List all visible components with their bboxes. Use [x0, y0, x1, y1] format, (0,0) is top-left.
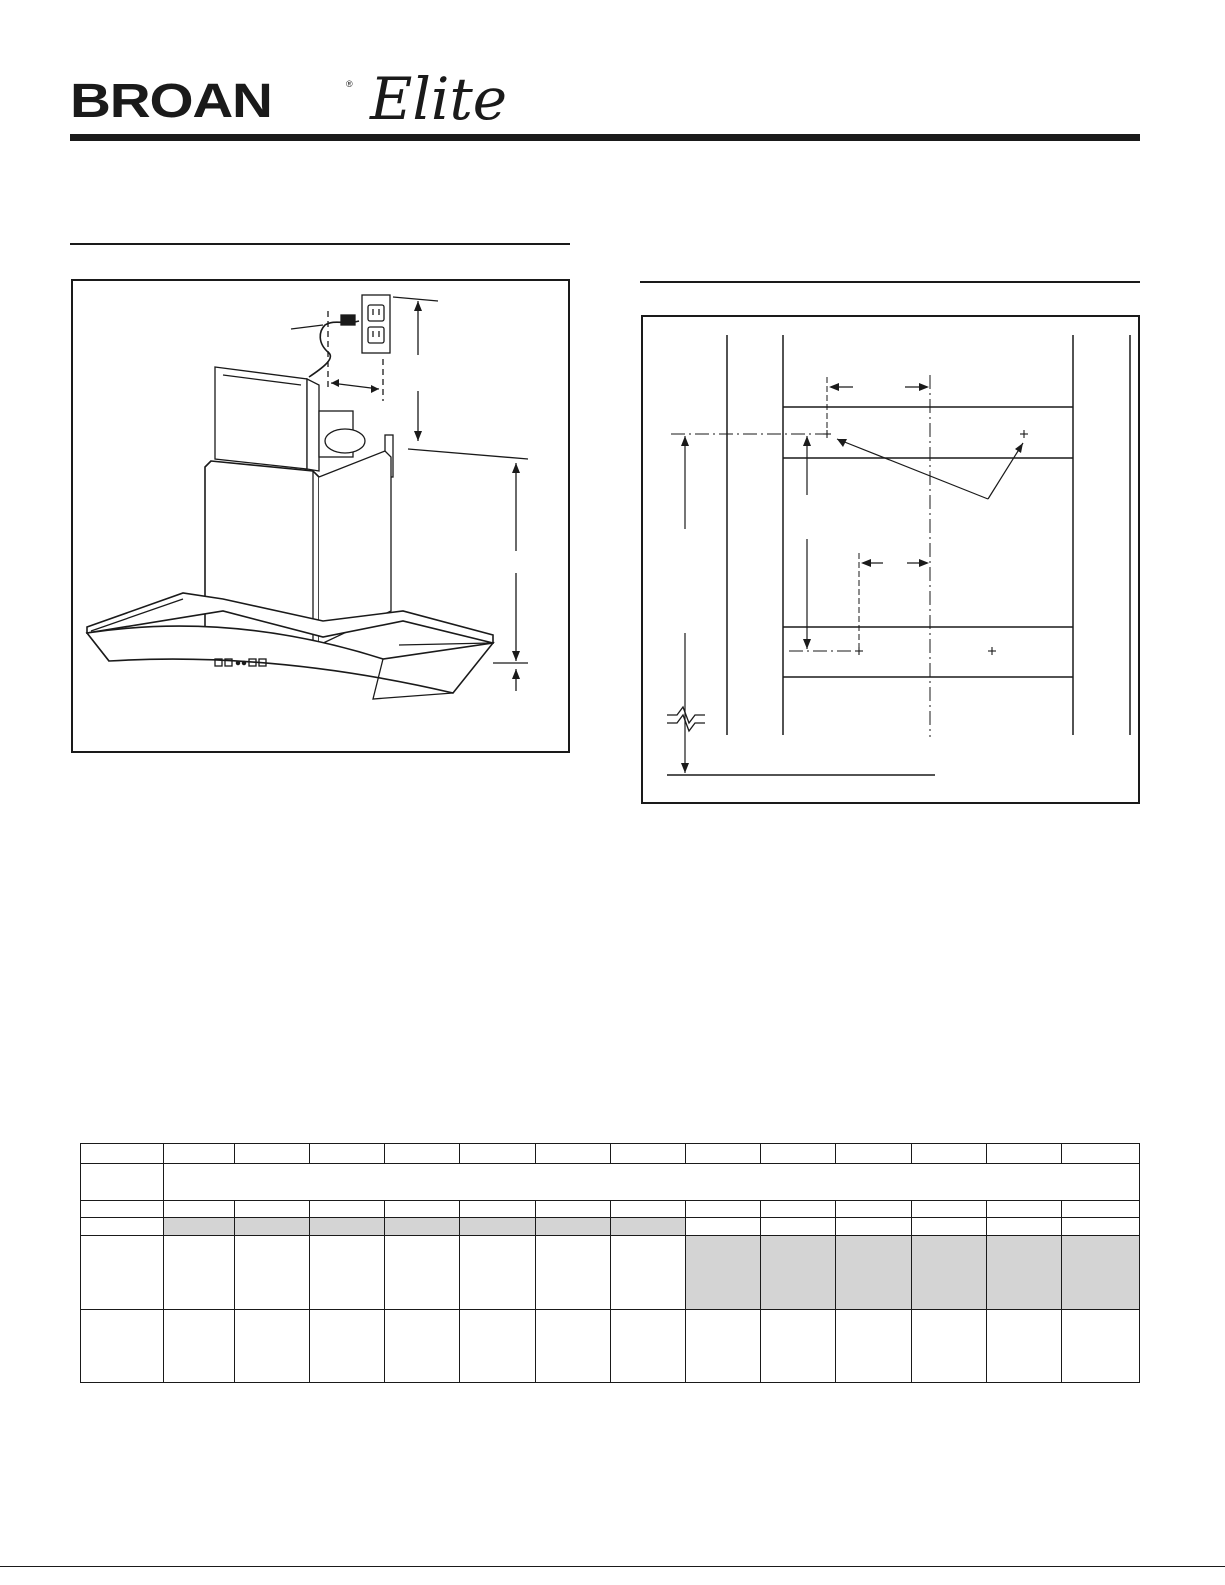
- table-row: [81, 1144, 1140, 1164]
- table-cell: [460, 1144, 536, 1164]
- header-rule: [70, 134, 1140, 141]
- table-cell: [761, 1309, 836, 1382]
- wall-stud-mounting-layout-icon: [643, 317, 1138, 802]
- table-cell: [761, 1201, 836, 1218]
- table-cell: [81, 1201, 164, 1218]
- table-cell-shaded: [686, 1236, 761, 1309]
- table-cell: [235, 1309, 310, 1382]
- table-cell: [611, 1201, 686, 1218]
- table-cell: [912, 1309, 987, 1382]
- table-cell: [987, 1218, 1062, 1236]
- table-cell: [385, 1236, 460, 1309]
- table-cell: [1062, 1218, 1140, 1236]
- table-cell: [81, 1218, 164, 1236]
- table-cell-shaded: [836, 1236, 912, 1309]
- table-cell-shaded: [164, 1218, 235, 1236]
- table-cell: [385, 1309, 460, 1382]
- table-cell: [912, 1144, 987, 1164]
- table-row: [81, 1218, 1140, 1236]
- table-cell: [235, 1144, 310, 1164]
- table-cell: [164, 1201, 235, 1218]
- table-cell: [164, 1236, 235, 1309]
- table-cell-shaded: [761, 1236, 836, 1309]
- table-cell: [460, 1201, 536, 1218]
- product-line-script: Elite: [370, 65, 508, 133]
- table-cell: [81, 1144, 164, 1164]
- table-cell: [686, 1309, 761, 1382]
- table-cell: [761, 1218, 836, 1236]
- table-cell: [460, 1236, 536, 1309]
- table-cell-shaded: [235, 1218, 310, 1236]
- table-cell: [836, 1218, 912, 1236]
- registered-mark: ®: [346, 79, 353, 89]
- table-cell-shaded: [611, 1218, 686, 1236]
- table-row: [81, 1201, 1140, 1218]
- table-cell-shaded: [1062, 1236, 1140, 1309]
- table-cell-shaded: [460, 1218, 536, 1236]
- table-row: [81, 1164, 1140, 1201]
- table-cell: [1062, 1309, 1140, 1382]
- table-cell: [836, 1201, 912, 1218]
- table-row: [81, 1236, 1140, 1309]
- table-cell: [536, 1309, 611, 1382]
- table-cell: [836, 1144, 912, 1164]
- table-cell-shaded: [310, 1218, 385, 1236]
- table-cell: [686, 1144, 761, 1164]
- table-cell: [164, 1309, 235, 1382]
- table-cell: [536, 1236, 611, 1309]
- table-cell: [235, 1201, 310, 1218]
- table-cell: [460, 1309, 536, 1382]
- table-cell: [836, 1309, 912, 1382]
- table-cell: [912, 1201, 987, 1218]
- table-cell: [536, 1144, 611, 1164]
- table-cell-merged: [164, 1164, 1140, 1201]
- table-cell: [81, 1309, 164, 1382]
- table-cell: [761, 1144, 836, 1164]
- table-cell-shaded: [385, 1218, 460, 1236]
- table-cell: [235, 1236, 310, 1309]
- table-cell: [686, 1201, 761, 1218]
- table-cell: [310, 1236, 385, 1309]
- table-cell-shaded: [536, 1218, 611, 1236]
- right-section-rule: [640, 281, 1140, 283]
- hood-installation-figure: [71, 279, 570, 753]
- table-cell: [611, 1309, 686, 1382]
- table-cell: [385, 1201, 460, 1218]
- range-hood-wall-outlet-icon: [73, 281, 568, 751]
- table-cell: [1062, 1144, 1140, 1164]
- table-cell: [164, 1144, 235, 1164]
- table-cell: [536, 1201, 611, 1218]
- table-cell: [81, 1164, 164, 1201]
- table-cell: [987, 1144, 1062, 1164]
- table-cell: [912, 1218, 987, 1236]
- table-cell: [987, 1309, 1062, 1382]
- brand-wordmark: BROAN: [70, 75, 272, 128]
- spec-table: [80, 1143, 1140, 1383]
- table-cell: [310, 1201, 385, 1218]
- table-cell: [1062, 1201, 1140, 1218]
- table-cell: [81, 1236, 164, 1309]
- table-cell: [686, 1218, 761, 1236]
- table-row: [81, 1309, 1140, 1382]
- table-cell: [310, 1309, 385, 1382]
- mounting-layout-figure: [641, 315, 1140, 804]
- table-cell-shaded: [987, 1236, 1062, 1309]
- table-cell: [310, 1144, 385, 1164]
- table-cell: [385, 1144, 460, 1164]
- table-cell: [611, 1236, 686, 1309]
- table-cell: [987, 1201, 1062, 1218]
- table-cell: [611, 1144, 686, 1164]
- table-cell-shaded: [912, 1236, 987, 1309]
- left-section-rule: [70, 243, 570, 245]
- footer-rule: [0, 1566, 1225, 1567]
